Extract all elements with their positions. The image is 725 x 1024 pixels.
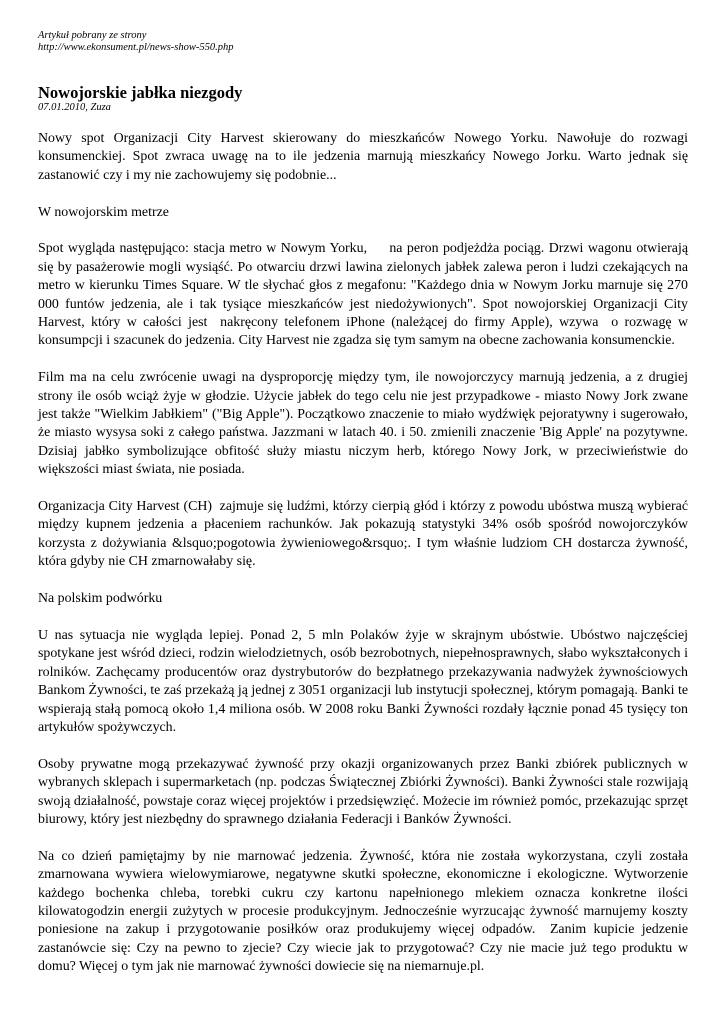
paragraph-food-waste: Na co dzień pamiętajmy by nie marnować jedzenia. Żywność, która nie została wykorzystana, czyli została zmarnowana wywiera wielowymiarowe, negatywne skutki społeczne, ekonomiczne i ekologiczne. Wytworzenie każdego bochenka chleba, torebki cukru czy kartonu napełnionego mlekiem oznacza konkretne ilości kilowatogodzin energii zużytych w procesie produkcyjnym. Jednocześnie wyrzucając żywność marnujemy koszty poniesione na zakup i przygotowanie posiłków oraz produkujemy więcej odpadów. Zanim kupicie jedzenie zastanówcie się: Czy na pewno to zjecie? Czy wiecie jak to przygotować? Czy nie macie już tego produktu w domu? Więcej o tym jak nie marnować żywności dowiecie się na niemarnuje.pl.	[38, 848, 692, 975]
section-heading-metro: W nowojorskim metrze	[38, 204, 169, 220]
source-label: Artykuł pobrany ze strony	[38, 30, 147, 41]
paragraph-poland-poverty: U nas sytuacja nie wygląda lepiej. Ponad 2, 5 mln Polaków żyje w skrajnym ubóstwie. Ubóstwo najczęściej spotykane jest wśród dzieci, rodzin wielodzietnych, osób bezrobotnych, niepełnosprawnych, słabo wykształconych i rolników. Zachęcamy producentów oraz dystrybutorów do bezpłatnego przekazywania nadwyżek żywnościowych Bankom Żywności, te zaś przekażą ją jednej z 3051 organizacji lub instytucji społecznej, którym pomagają. Banki te wspierają stałą pomocą około 1,4 miliona osób. W 2008 roku Banki Żywności rozdały łącznie ponad 45 tysięcy ton artykułów spożywczych.	[38, 627, 692, 735]
paragraph-city-harvest: Organizacja City Harvest (CH) zajmuje się ludźmi, którzy cierpią głód i którzy z powodu ubóstwa muszą wybierać między kupnem jedzenia a płaceniem rachunków. Jak pokazują statystyki 34% osób spośród nowojorczyków korzysta z dożywiania &lsquo;pogotowia żywieniowego&rsquo;. I tym właśnie ludziom CH dostarcza żywność, która gdyby nie CH zmarnowałaby się.	[38, 499, 692, 570]
paragraph-food-banks: Osoby prywatne mogą przekazywać żywność przy okazji organizowanych przez Banki zbiórek publicznych w wybranych sklepach i supermarketach (np. podczas Świątecznej Zbiórki Żywności). Banki Żywności stale rozwijają swoją działalność, powstaje coraz więcej projektów i przedsięwzięć. Możecie im również pomóc, przekazując sprzęt biurowy, który jest niezbędny do sprawnego działania Federacji i Banków Żywności.	[38, 756, 692, 827]
paragraph-big-apple: Film ma na celu zwrócenie uwagi na dysproporcję między tym, ile nowojorczycy marnują jedzenia, a z drugiej strony ile osób wciąż żyje w głodzie. Użycie jabłek do tego celu nie jest przypadkowe - miasto Nowy Jork zwane jest także "Wielkim Jabłkiem" ("Big Apple"). Początkowo znaczenie to miało wydźwięk pejoratywny i sugerowało, że miasto wysysa soki z całego państwa. Jazzmani w latach 40. i 50. zmienili znaczenie 'Big Apple' na pozytywne. Dzisiaj jabłko symbolizujące obfitość służy miastu niczym herb, którego Nowy Jork, w przeciwieństwie do większości miast świata, nie posiada.	[38, 370, 692, 478]
source-note	[38, 30, 688, 54]
paragraph-spot: Spot wygląda następująco: stacja metro w Nowym Yorku, na peron podjeżdża pociąg. Drzwi wagonu otwierają się by pasażerowie mogli wysiąść. Po otwarciu drzwi lawina zielonych jabłek zalewa peron i ludzi czekających na metro w kierunku Times Square. W tle słychać głos z megafonu: "Każdego dnia w Nowym Jorku marnuje się 270 000 funtów jedzenia, ale i tak tysiące mieszkańców jest niedożywionych". Spot nowojorskiej Organizacji City Harvest, który w całości jest nakręcony telefonem iPhone (należącej do firmy Apple), wzywa o rozwagę w konsumpcji i szacunek do jedzenia. City Harvest nie zgadza się tym samym na obecne zachowania konsumenckie.	[38, 241, 692, 349]
lead-paragraph: Nowy spot Organizacji City Harvest skierowany do mieszkańców Nowego Yorku. Nawołuje do rozwagi konsumenckiej. Spot zwraca uwagę na to ile jedzenia marnują mieszkańcy Nowego Jorku. Warto jednak się zastanowić czy i my nie zachowujemy się podobnie...	[38, 131, 692, 183]
article-title: Nowojorskie jabłka niezgody	[38, 83, 243, 102]
source-url: http://www.ekonsument.pl/news-show-550.php	[38, 42, 234, 53]
section-heading-poland: Na polskim podwórku	[38, 591, 163, 607]
article-date-author: 07.01.2010, Zuza	[38, 102, 111, 113]
document-page	[38, 30, 692, 977]
